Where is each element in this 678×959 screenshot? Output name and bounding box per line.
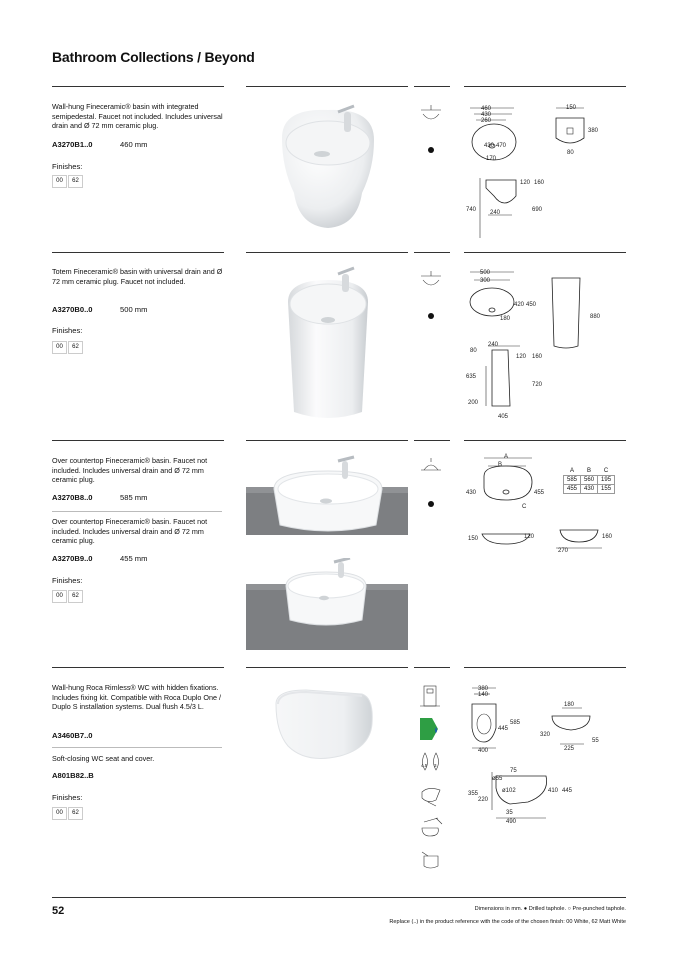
dimension-label: 460 bbox=[481, 106, 492, 112]
table-row bbox=[564, 476, 615, 485]
dimension-label: 430 bbox=[481, 112, 492, 118]
dimension-label: 55 bbox=[592, 738, 599, 744]
dimension-label: 880 bbox=[590, 314, 601, 320]
dual-flush-icon bbox=[418, 750, 444, 774]
wall-hung-frame-icon bbox=[418, 684, 442, 708]
dimension-label: 220 bbox=[478, 797, 489, 803]
footer-note: Replace (..) in the product reference with the code of the chosen finish: 00 White, 62 Matt White bbox=[389, 919, 626, 925]
dimension-label: 80 bbox=[567, 150, 574, 156]
dimension-label: 140 bbox=[478, 692, 489, 698]
product-description: Soft-closing WC seat and cover. bbox=[52, 754, 155, 763]
product-size: 460 mm bbox=[120, 140, 148, 149]
dimension-label: 160 bbox=[532, 354, 543, 360]
dimension-label: 120 bbox=[524, 534, 535, 540]
divider bbox=[246, 86, 408, 87]
separator bbox=[52, 511, 222, 512]
dimension-label: 75 bbox=[510, 768, 517, 774]
finish-swatch-matt-white[interactable]: 62 bbox=[68, 341, 83, 354]
dimension-label: 380 bbox=[588, 128, 599, 134]
footer-note: Dimensions in mm. ● Drilled taphole. ○ Pre-punched taphole. bbox=[474, 906, 626, 912]
table-cell: 455 bbox=[564, 485, 581, 494]
product-reference: A3270B9..0 455 mm bbox=[52, 554, 148, 563]
divider bbox=[464, 440, 626, 441]
technical-drawing bbox=[466, 682, 626, 824]
flush-volume-label: 4.5 bbox=[421, 763, 428, 768]
dimension-label: 120 bbox=[520, 180, 531, 186]
divider bbox=[414, 440, 450, 441]
divider bbox=[464, 667, 626, 668]
table-cell: 560 bbox=[581, 476, 598, 485]
finish-swatch-white[interactable]: 00 bbox=[52, 590, 67, 603]
table-cell: 585 bbox=[564, 476, 581, 485]
dimension-label: 420 bbox=[514, 302, 525, 308]
drilled-taphole-icon bbox=[428, 501, 434, 507]
divider bbox=[52, 440, 224, 441]
finish-swatch-matt-white[interactable]: 62 bbox=[68, 807, 83, 820]
dimension-label: ø102 bbox=[502, 788, 516, 794]
finish-swatch-white[interactable]: 00 bbox=[52, 807, 67, 820]
basin-mount-icon bbox=[418, 268, 444, 294]
product-description: Over countertop Fineceramic® basin. Faucet not included. Includes universal drain and Ø 72 mm ceramic plug. bbox=[52, 456, 208, 485]
table-cell: 195 bbox=[598, 476, 615, 485]
dimension-label: 120 bbox=[516, 354, 527, 360]
dimension-label: 240 bbox=[490, 210, 501, 216]
footer-divider bbox=[52, 897, 626, 898]
page-number: 52 bbox=[52, 905, 65, 917]
drilled-taphole-icon bbox=[428, 147, 434, 153]
drilled-taphole-icon bbox=[428, 313, 434, 319]
dimension-label: 170 bbox=[486, 156, 497, 162]
table-header: C bbox=[603, 468, 609, 474]
dimension-label: 690 bbox=[532, 207, 543, 213]
product-description: Totem Fineceramic® basin with universal drain and Ø 72 mm ceramic plug. Faucet not included. bbox=[52, 267, 223, 286]
product-photo-countertop-basin-585 bbox=[246, 455, 408, 550]
product-size: 585 mm bbox=[120, 493, 148, 502]
dimension-label: 500 bbox=[480, 270, 491, 276]
dimension-label: 585 bbox=[510, 720, 521, 726]
divider bbox=[52, 667, 224, 668]
dimension-label: 380 bbox=[478, 686, 489, 692]
divider bbox=[52, 86, 224, 87]
dimension-label: 445 bbox=[562, 788, 573, 794]
dimension-label: 150 bbox=[468, 536, 479, 542]
product-photo-wall-hung-basin bbox=[262, 98, 394, 230]
dimension-label: C bbox=[522, 504, 527, 510]
dimension-label: 400 bbox=[478, 748, 489, 754]
divider bbox=[246, 440, 408, 441]
dimension-label: 450 bbox=[526, 302, 537, 308]
dimension-label: 160 bbox=[602, 534, 613, 540]
dimension-label: 430 bbox=[466, 490, 477, 496]
divider bbox=[414, 86, 450, 87]
dimension-label: 445 bbox=[498, 726, 509, 732]
finish-swatch-matt-white[interactable]: 62 bbox=[68, 590, 83, 603]
dimension-label: ø55 bbox=[492, 776, 503, 782]
dimension-label: 225 bbox=[564, 746, 575, 752]
dimension-label: 200 bbox=[468, 400, 479, 406]
finishes-label: Finishes: bbox=[52, 162, 83, 171]
dimension-label: 720 bbox=[532, 382, 543, 388]
divider bbox=[52, 252, 224, 253]
rimless-icon bbox=[418, 716, 442, 742]
compact-seat-icon bbox=[418, 846, 444, 872]
page-title: Bathroom Collections / Beyond bbox=[52, 49, 255, 65]
product-description: Wall-hung Fineceramic® basin with integrated semipedestal. Faucet not included. Includes universal drain and Ø 72 mm ceramic plug. bbox=[52, 102, 223, 131]
product-size: 500 mm bbox=[120, 305, 148, 314]
table-cell: 430 bbox=[581, 485, 598, 494]
dimension-label: 35 bbox=[506, 810, 513, 816]
dimensions-table bbox=[563, 467, 615, 494]
dimension-label: 740 bbox=[466, 207, 477, 213]
soft-close-seat-icon bbox=[418, 814, 444, 840]
table-header: B bbox=[587, 468, 592, 474]
dimension-label: 240 bbox=[488, 342, 499, 348]
dimension-label: 180 bbox=[500, 316, 511, 322]
dimension-label: 405 bbox=[498, 414, 509, 420]
product-photo-countertop-basin-455 bbox=[246, 558, 408, 653]
product-photo-totem-basin bbox=[278, 262, 378, 424]
dimension-label: 430 bbox=[484, 143, 495, 149]
table-row bbox=[564, 485, 615, 494]
product-description: Over countertop Fineceramic® basin. Faucet not included. Includes universal drain and Ø 72 mm ceramic plug. bbox=[52, 517, 208, 546]
dimension-label: 490 bbox=[506, 819, 517, 824]
dimension-label: 355 bbox=[468, 791, 479, 797]
divider bbox=[414, 252, 450, 253]
product-reference: A3270B1..0 460 mm bbox=[52, 140, 148, 149]
technical-drawing bbox=[466, 100, 626, 240]
technical-drawing bbox=[466, 266, 626, 426]
dimension-label: 635 bbox=[466, 374, 477, 380]
flush-volume-label: 3 bbox=[434, 763, 437, 768]
dimension-label: 160 bbox=[534, 180, 545, 186]
dimension-label: 410 bbox=[548, 788, 559, 794]
hidden-fixation-icon bbox=[418, 782, 444, 808]
divider bbox=[246, 252, 408, 253]
dimension-label: 470 bbox=[496, 143, 507, 149]
divider bbox=[464, 252, 626, 253]
product-reference: A801B82..B bbox=[52, 771, 94, 780]
finishes-label: Finishes: bbox=[52, 793, 83, 802]
dimension-label: 300 bbox=[480, 278, 491, 284]
product-reference: A3270B8..0 585 mm bbox=[52, 493, 148, 502]
separator bbox=[52, 747, 222, 748]
product-description: Wall-hung Roca Rimless® WC with hidden fixations. Includes fixing kit. Compatible with Roca Duplo One / Duplo S installation systems. Dual flush 4.5/3 L. bbox=[52, 683, 221, 712]
finish-swatch-matt-white[interactable]: 62 bbox=[68, 175, 83, 188]
table-cell: 155 bbox=[598, 485, 615, 494]
product-size: 455 mm bbox=[120, 554, 148, 563]
divider bbox=[464, 86, 626, 87]
dimension-label: 260 bbox=[481, 118, 492, 124]
product-reference: A3460B7..0 bbox=[52, 731, 93, 740]
dimension-label: 80 bbox=[470, 348, 477, 354]
basin-mount-icon bbox=[418, 102, 444, 128]
dimension-label: 320 bbox=[540, 732, 551, 738]
finishes-label: Finishes: bbox=[52, 576, 83, 585]
divider bbox=[246, 667, 408, 668]
dimension-label: 455 bbox=[534, 490, 545, 496]
dimension-label: A bbox=[504, 454, 509, 460]
countertop-mount-icon bbox=[418, 456, 444, 482]
dimension-label: 270 bbox=[558, 548, 569, 554]
dimension-label: 180 bbox=[564, 702, 575, 708]
table-header: A bbox=[570, 468, 575, 474]
product-photo-wall-hung-wc bbox=[266, 684, 382, 768]
finishes-label: Finishes: bbox=[52, 326, 83, 335]
dimension-label: 150 bbox=[566, 105, 577, 111]
divider bbox=[414, 667, 450, 668]
finish-swatch-white[interactable]: 00 bbox=[52, 175, 67, 188]
dimension-label: B bbox=[498, 462, 503, 468]
finish-swatch-white[interactable]: 00 bbox=[52, 341, 67, 354]
product-reference: A3270B0..0 500 mm bbox=[52, 305, 148, 314]
